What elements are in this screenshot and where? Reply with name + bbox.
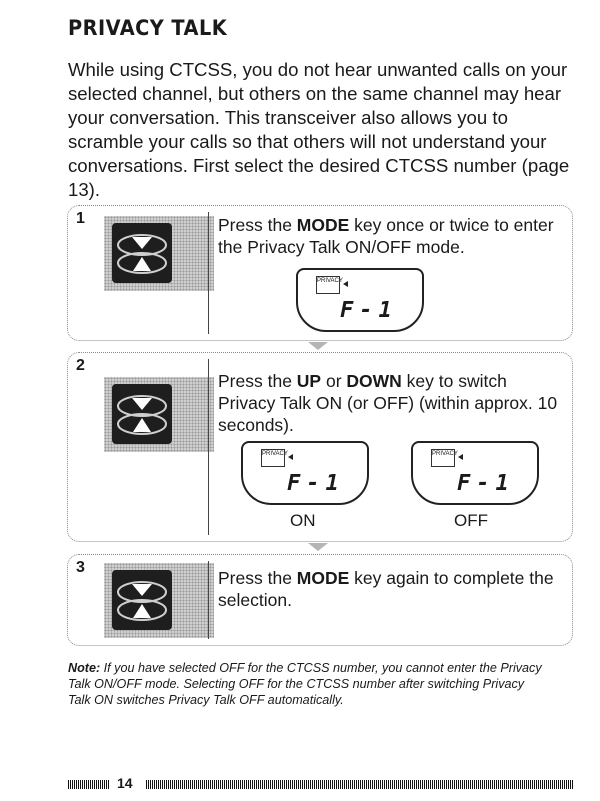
indicator-arrow-icon	[288, 454, 293, 460]
page-footer	[68, 777, 574, 791]
off-caption: OFF	[454, 511, 488, 530]
privacy-indicator: PRIVACY	[261, 449, 285, 467]
mode-key-label: MODE	[296, 215, 350, 235]
intro-paragraph: While using CTCSS, you do not hear unwanted calls on your selected channel, but others on the same channel may hear your conversation. This transceiver also allows you to scramble your calls so that others will not understand your conversations. First select the desired CTCSS number (page 13).	[68, 59, 570, 200]
segment-readout: F-1	[340, 298, 398, 323]
note-text: If you have selected OFF for the CTCSS number, you cannot enter the Privacy Talk ON/OFF mode. Selecting OFF for the CTCSS number after switching Privacy Talk ON switches Privacy Talk OFF automatically.	[68, 661, 542, 707]
note	[68, 660, 548, 708]
keypad-illustration	[104, 377, 214, 452]
segment-readout: F-1	[457, 471, 515, 496]
privacy-indicator: PRIVACY	[431, 449, 455, 467]
step-1-panel	[67, 205, 573, 341]
down-arrow-icon	[308, 543, 328, 551]
step-3-panel	[67, 554, 573, 646]
down-key-label: DOWN	[346, 371, 402, 391]
segment-readout: F-1	[287, 471, 345, 496]
keypad-icon	[112, 223, 172, 283]
lcd-display-on	[241, 441, 369, 505]
keypad-icon	[112, 570, 172, 630]
keypad-illustration	[104, 216, 214, 291]
lcd-display-off	[411, 441, 539, 505]
down-arrow-icon	[308, 342, 328, 350]
step-2-instruction: Press the UP or DOWN key to switch Privacy Talk ON (or OFF) (within approx. 10 seconds).	[218, 371, 558, 435]
note-label: Note:	[68, 661, 101, 675]
footer-bar-left	[68, 780, 110, 789]
step-3-instruction: Press the MODE key again to complete the selection.	[218, 568, 554, 610]
step-1-instruction: Press the MODE key once or twice to enter the Privacy Talk ON/OFF mode.	[218, 215, 554, 257]
page-title: PRIVACY TALK	[68, 16, 228, 40]
step-2-panel	[67, 352, 573, 542]
mode-key-label: MODE	[296, 568, 350, 588]
lcd-display	[296, 268, 424, 332]
footer-bar-right	[146, 780, 574, 789]
privacy-indicator: PRIVACY	[316, 276, 340, 294]
indicator-arrow-icon	[343, 281, 348, 287]
step-number: 1	[76, 210, 85, 227]
step-number: 2	[76, 357, 85, 374]
page-number: 14	[117, 775, 133, 791]
indicator-arrow-icon	[458, 454, 463, 460]
keypad-illustration	[104, 563, 214, 638]
keypad-icon	[112, 384, 172, 444]
on-caption: ON	[290, 511, 316, 530]
up-key-label: UP	[296, 371, 322, 391]
step-number: 3	[76, 559, 85, 576]
